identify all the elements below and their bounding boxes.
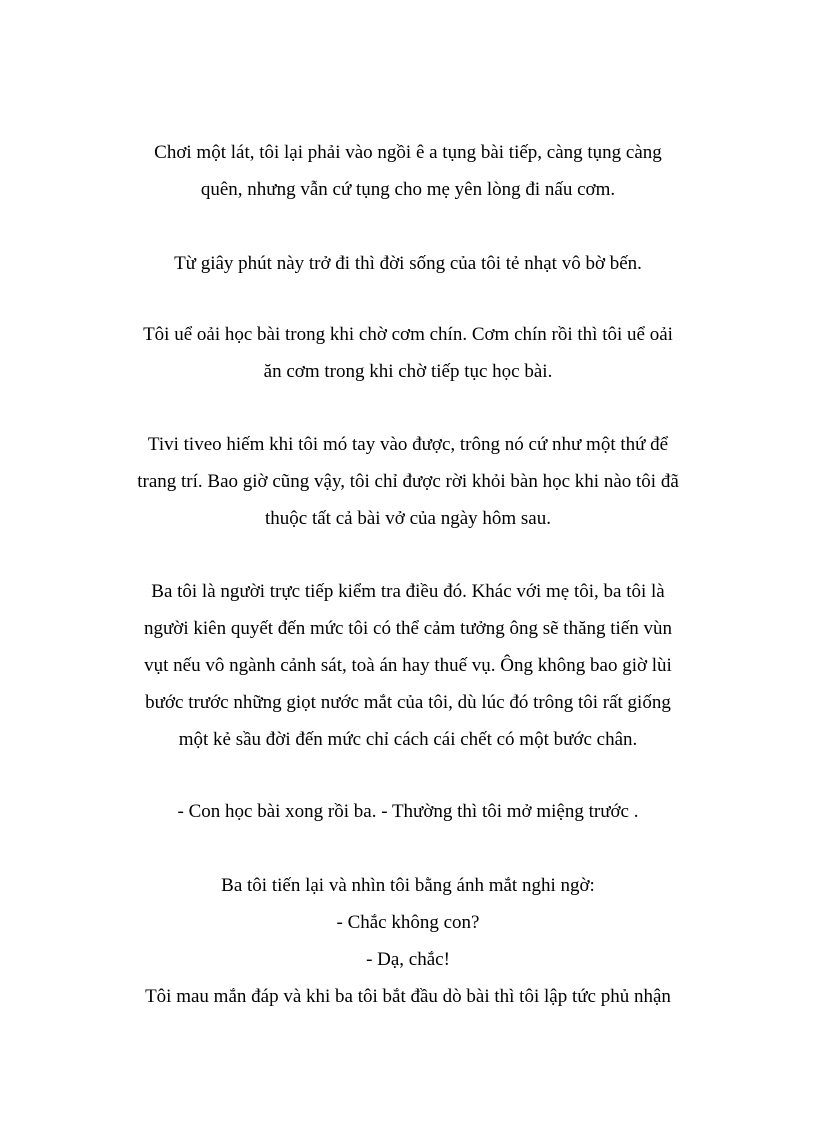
text-line: một kẻ sầu đời đến mức chỉ cách cái chết có một bước chân.: [178, 729, 638, 750]
text-line: Chơi một lát, tôi lại phải vào ngồi ê a tụng bài tiếp, càng tụng càng: [154, 142, 662, 163]
text-line: ăn cơm trong khi chờ tiếp tục học bài.: [263, 361, 553, 382]
text-line: Tôi uể oải học bài trong khi chờ cơm chín. Cơm chín rồi thì tôi uể oải: [143, 324, 673, 345]
text-line: thuộc tất cả bài vở của ngày hôm sau.: [265, 508, 551, 529]
text-line: người kiên quyết đến mức tôi có thể cảm tưởng ông sẽ thăng tiến vùn: [144, 618, 672, 639]
text-line: trang trí. Bao giờ cũng vậy, tôi chỉ được rời khỏi bàn học khi nào tôi đã: [137, 471, 679, 492]
text-line: Ba tôi là người trực tiếp kiểm tra điều đó. Khác với mẹ tôi, ba tôi là: [151, 581, 665, 602]
text-line: Tivi tiveo hiếm khi tôi mó tay vào được, trông nó cứ như một thứ để: [147, 434, 669, 455]
text-line: quên, nhưng vẫn cứ tụng cho mẹ yên lòng đi nấu cơm.: [200, 179, 616, 200]
text-line: Tôi mau mắn đáp và khi ba tôi bắt đầu dò bài thì tôi lập tức phủ nhận: [145, 986, 671, 1007]
text-line: - Con học bài xong rồi ba. - Thường thì tôi mở miệng trước .: [177, 801, 639, 822]
text-line: Ba tôi tiến lại và nhìn tôi bằng ánh mắt nghi ngờ:: [221, 875, 595, 896]
text-line: vụt nếu vô ngành cảnh sát, toà án hay thuế vụ. Ông không bao giờ lùi: [144, 655, 672, 676]
text-line: bước trước những giọt nước mắt của tôi, dù lúc đó trông tôi rất giống: [145, 692, 671, 713]
text-line: - Chắc không con?: [336, 912, 480, 933]
text-line: Từ giây phút này trở đi thì đời sống của tôi tẻ nhạt vô bờ bến.: [174, 253, 642, 274]
text-line: - Dạ, chắc!: [366, 949, 450, 970]
